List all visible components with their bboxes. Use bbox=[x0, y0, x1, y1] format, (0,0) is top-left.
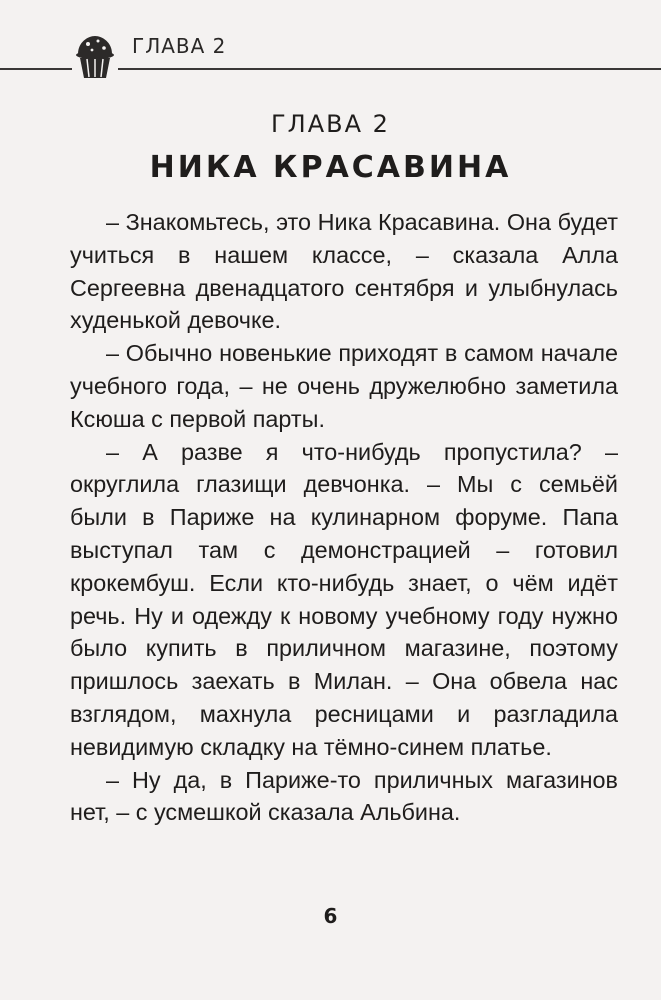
chapter-title: НИКА КРАСАВИНА bbox=[149, 150, 512, 185]
header-rule-left bbox=[0, 68, 72, 70]
paragraph: – А разве я что-нибудь пропустила? – округлила глазищи девчонка. – Мы с семьёй были в Париже на кулинарном форуме. Папа выступал там с демонстрацией – готовил крокембуш. Если кто-нибудь знает, о чём идёт речь. Ну и одежду к новому учебному году нужно было купить в приличном магазине, поэтому пришлось заехать в Милан. – Она обвела нас взглядом, махнула ресницами и разгладила невидимую складку на тёмно-синем платье. bbox=[70, 438, 618, 760]
page-number: 6 bbox=[323, 904, 338, 928]
running-header-title: ГЛАВА 2 bbox=[132, 34, 227, 58]
paragraph: – Обычно новенькие приходят в самом начале учебного года, – не очень дружелюбно заметила Ксюша с первой парты. bbox=[70, 340, 618, 432]
cupcake-icon bbox=[68, 28, 122, 82]
paragraph: – Знакомьтесь, это Ника Красавина. Она будет учиться в нашем классе, – сказала Алла Сергеевна двенадцатого сентября и улыбнулась худенькой девочке. bbox=[70, 209, 618, 334]
header-rule-right bbox=[118, 68, 661, 70]
paragraph: – Ну да, в Париже-то приличных магазинов нет, – с усмешкой сказала Альбина. bbox=[70, 766, 618, 826]
chapter-label: ГЛАВА 2 bbox=[271, 110, 390, 138]
body-text bbox=[70, 206, 618, 829]
